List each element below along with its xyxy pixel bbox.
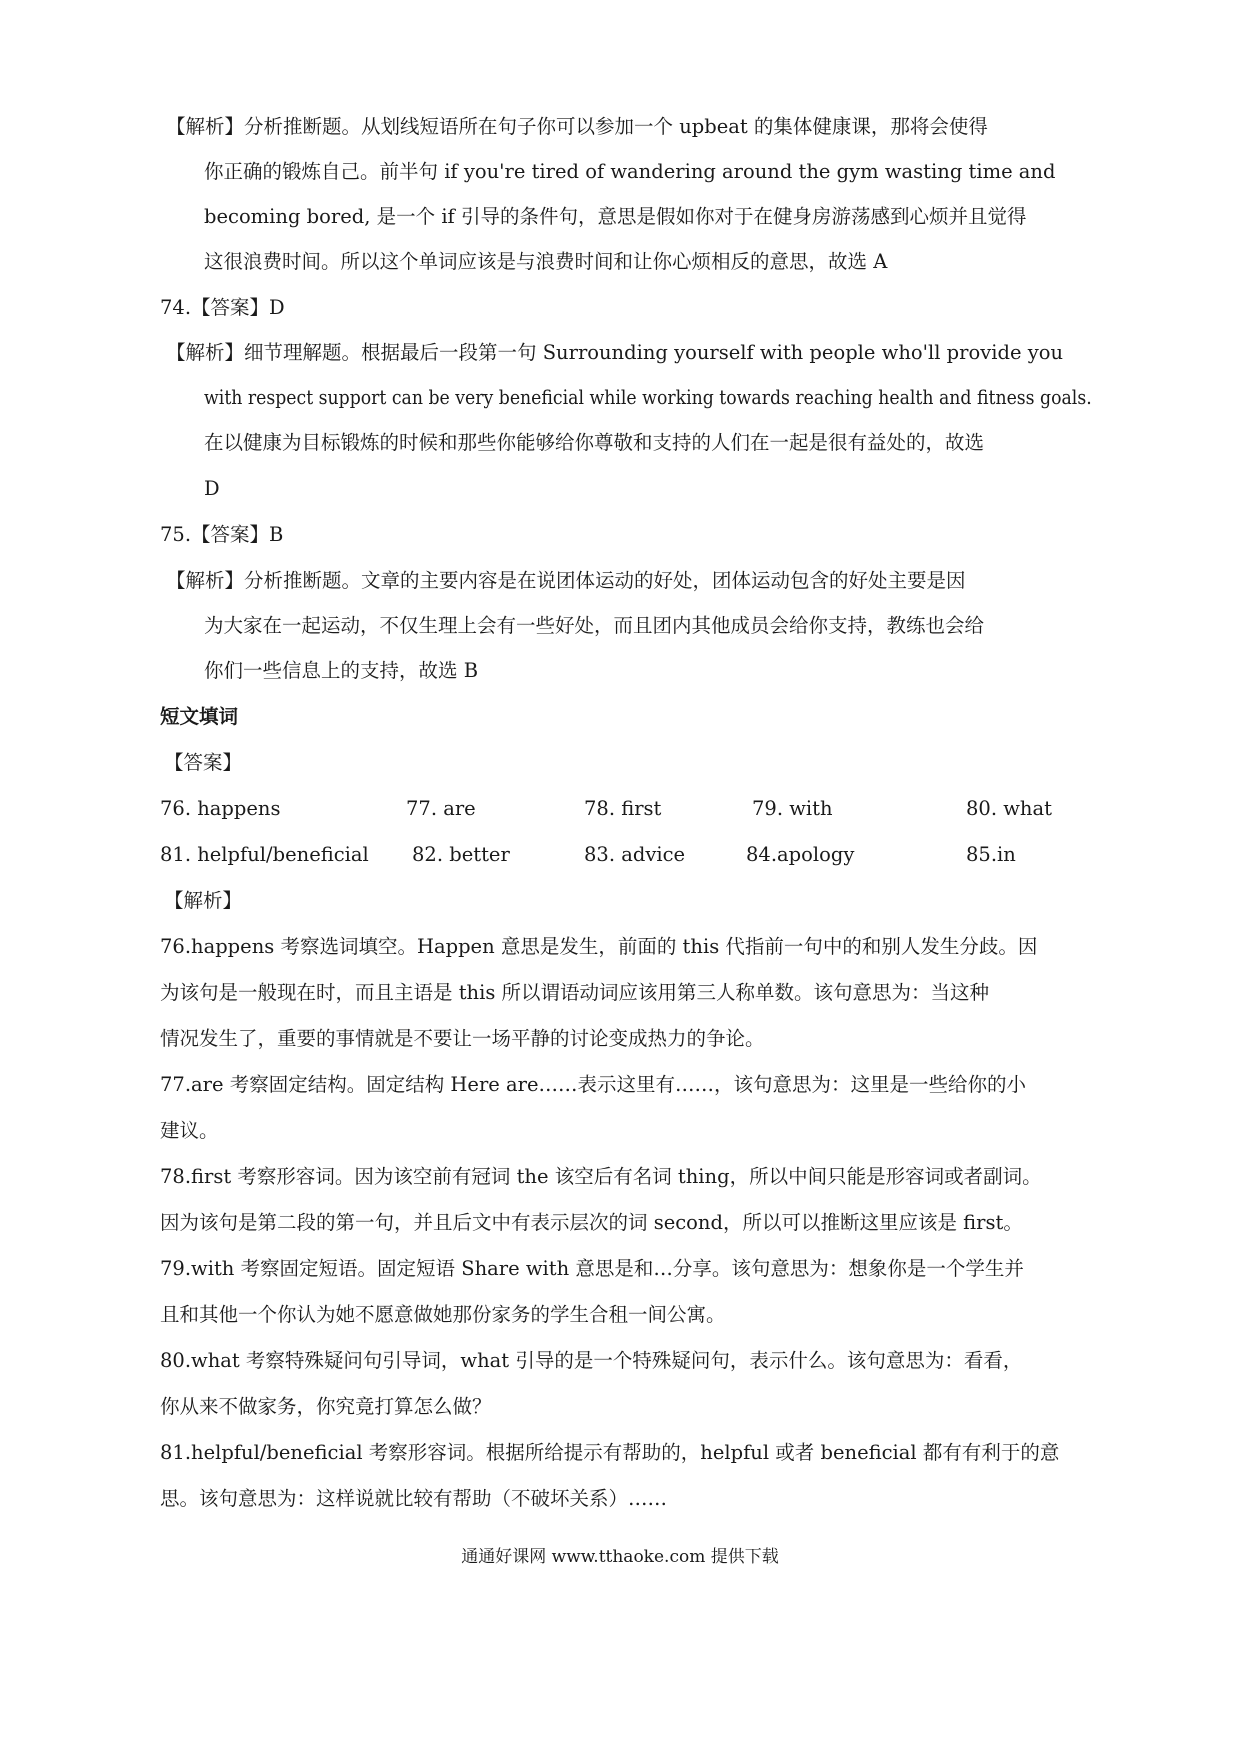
analysis-line: 你从来不做家务，你究竟打算怎么做？ bbox=[160, 1395, 492, 1418]
q73-analysis-line: 【解析】分析推断题。从划线短语所在句子你可以参加一个 upbeat 的集体健康课，那将会使得 bbox=[166, 115, 988, 138]
analysis-line: 因为该句是第二段的第一句，并且后文中有表示层次的词 second，所以可以推断这里应该是 first。 bbox=[160, 1211, 1023, 1234]
q74-analysis-line: D bbox=[204, 477, 220, 500]
analysis-line: 80.what 考察特殊疑问句引导词，what 引导的是一个特殊疑问句，表示什么。该句意思为：看看， bbox=[160, 1349, 1023, 1372]
analysis-line: 81.helpful/beneficial 考察形容词。根据所给提示有帮助的，helpful 或者 beneficial 都有有利于的意 bbox=[160, 1441, 1060, 1464]
q75-analysis-line: 你们一些信息上的支持，故选 B bbox=[204, 659, 479, 682]
answer-item: 79. with bbox=[752, 797, 833, 820]
q75-analysis-line: 为大家在一起运动，不仅生理上会有一些好处，而且团内其他成员会给你支持，教练也会给 bbox=[204, 614, 985, 637]
analysis-line: 思。该句意思为：这样说就比较有帮助（不破坏关系）…… bbox=[160, 1487, 668, 1510]
analysis-line: 为该句是一般现在时，而且主语是 this 所以谓语动词应该用第三人称单数。该句意思为：当这种 bbox=[160, 981, 990, 1004]
q74-analysis-line: 【解析】细节理解题。根据最后一段第一句 Surrounding yourself with people who'll provide you bbox=[166, 341, 1064, 364]
analysis-line: 且和其他一个你认为她不愿意做她那份家务的学生合租一间公寓。 bbox=[160, 1303, 726, 1326]
answer-item: 77. are bbox=[406, 797, 476, 820]
analysis-header: 【解析】 bbox=[164, 889, 243, 912]
answer-item: 81. helpful/beneficial bbox=[160, 843, 369, 866]
analysis-line: 79.with 考察固定短语。固定短语 Share with 意思是和…分享。该句意思为：想象你是一个学生并 bbox=[160, 1257, 1024, 1280]
q74-analysis-line: 在以健康为目标锻炼的时候和那些你能够给你尊敬和支持的人们在一起是很有益处的，故选 bbox=[204, 431, 985, 454]
page-footer: 通通好课网 www.tthaoke.com 提供下载 bbox=[461, 1547, 779, 1567]
q73-analysis-line: 这很浪费时间。所以这个单词应该是与浪费时间和让你心烦相反的意思，故选 A bbox=[204, 250, 888, 273]
answer-item: 84.apology bbox=[746, 843, 855, 866]
section-title: 短文填词 bbox=[160, 705, 239, 728]
analysis-line: 77.are 考察固定结构。固定结构 Here are……表示这里有……，该句意思为：这里是一些给你的小 bbox=[160, 1073, 1026, 1096]
q75-analysis-line: 【解析】分析推断题。文章的主要内容是在说团体运动的好处，团体运动包含的好处主要是因 bbox=[166, 569, 966, 592]
answer-item: 83. advice bbox=[584, 843, 686, 866]
answer-item: 78. first bbox=[584, 797, 662, 820]
q74-analysis-line: with respect support can be very beneficial while working towards reaching health and fitness goals. bbox=[204, 386, 1092, 409]
answer-item: 76. happens bbox=[160, 797, 281, 820]
q74-answer: 74.【答案】D bbox=[160, 296, 285, 319]
q75-answer: 75.【答案】B bbox=[160, 523, 284, 546]
answer-item: 82. better bbox=[412, 843, 510, 866]
q73-analysis-line: becoming bored, 是一个 if 引导的条件句，意思是假如你对于在健身房游荡感到心烦并且觉得 bbox=[204, 205, 1027, 228]
analysis-line: 78.first 考察形容词。因为该空前有冠词 the 该空后有名词 thing，所以中间只能是形容词或者副词。 bbox=[160, 1165, 1042, 1188]
q73-analysis-line: 你正确的锻炼自己。前半句 if you're tired of wandering around the gym wasting time and bbox=[204, 160, 1056, 183]
answer-item: 85.in bbox=[966, 843, 1016, 866]
analysis-line: 情况发生了，重要的事情就是不要让一场平静的讨论变成热力的争论。 bbox=[160, 1027, 765, 1050]
answer-header: 【答案】 bbox=[164, 751, 243, 774]
answer-item: 80. what bbox=[966, 797, 1052, 820]
analysis-line: 76.happens 考察选词填空。Happen 意思是发生，前面的 this 代指前一句中的和别人发生分歧。因 bbox=[160, 935, 1038, 958]
analysis-line: 建议。 bbox=[160, 1119, 219, 1142]
